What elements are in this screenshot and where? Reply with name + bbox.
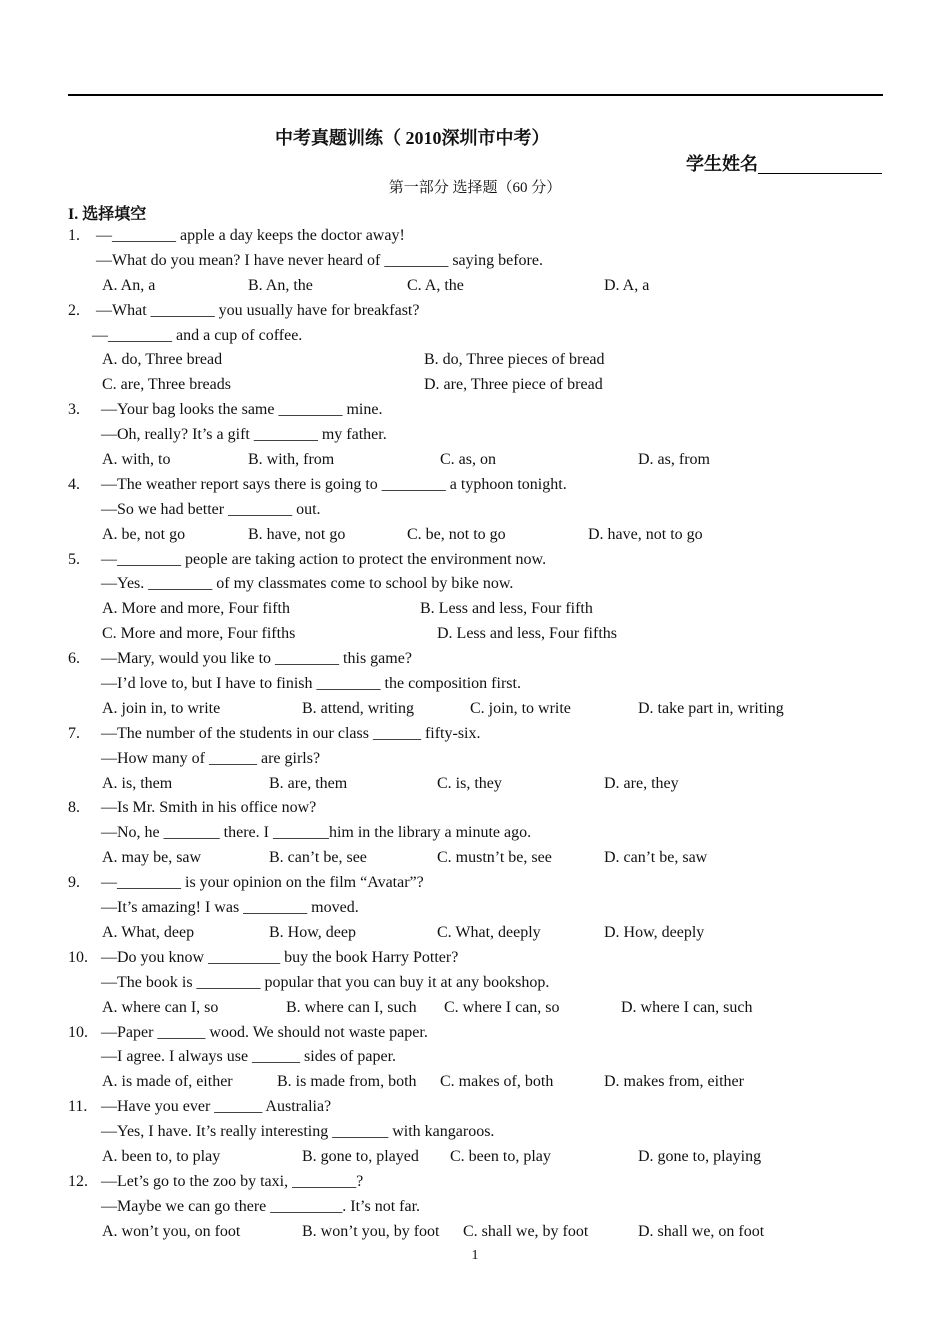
question-line: [0, 946, 950, 971]
question-line: [0, 1120, 950, 1145]
option-c: C. are, Three breads: [102, 376, 231, 394]
options-line: [0, 622, 950, 647]
option-d: D. are, Three piece of bread: [424, 376, 603, 394]
option-d: D. makes from, either: [604, 1073, 744, 1091]
option-b: B. is made from, both: [277, 1073, 417, 1091]
options-line: [0, 597, 950, 622]
option-b: B. have, not go: [248, 525, 346, 543]
question-line-1: —Have you ever ______ Australia?: [101, 1098, 332, 1116]
question-line: [0, 473, 950, 498]
option-d: D. where I can, such: [621, 998, 753, 1016]
option-b: B. Less and less, Four fifth: [420, 600, 593, 618]
question-line: [0, 896, 950, 921]
question-line: [0, 1170, 950, 1195]
question-line: [0, 971, 950, 996]
question-line-1: —The number of the students in our class ______ fifty-six.: [101, 724, 481, 742]
question-number: 8.: [68, 799, 80, 817]
option-d: D. are, they: [604, 774, 679, 792]
page-title: 中考真题训练（ 2010深圳市中考）: [275, 128, 550, 148]
student-name-blank: [758, 155, 882, 174]
option-b: B. are, them: [269, 774, 348, 792]
question-line: [0, 398, 950, 423]
question-line-2: —So we had better ________ out.: [101, 500, 321, 518]
option-c: C. A, the: [407, 276, 464, 294]
question-line-1: —Your bag looks the same ________ mine.: [101, 401, 383, 419]
question-line-2: —Maybe we can go there _________. It’s not far.: [101, 1197, 421, 1215]
question-number: 1.: [68, 227, 80, 244]
question-line-1: —Do you know _________ buy the book Harry Potter?: [101, 948, 459, 966]
option-c: C. where I can, so: [444, 998, 560, 1016]
question-line-2: —________ and a cup of coffee.: [92, 326, 303, 344]
option-a: A. with, to: [102, 451, 171, 469]
options-line: [0, 697, 950, 722]
options-line: [0, 1220, 950, 1245]
question-line-1: —What ________ you usually have for breakfast?: [96, 301, 420, 319]
question-number: 4.: [68, 475, 80, 493]
option-a: A. More and more, Four fifth: [102, 600, 290, 618]
option-d: D. take part in, writing: [638, 699, 784, 717]
option-d: D. as, from: [638, 451, 710, 469]
question-line-2: —Yes, I have. It’s really interesting _______ with kangaroos.: [101, 1123, 495, 1141]
question-number: 11.: [68, 1098, 88, 1116]
option-d: D. A, a: [604, 276, 650, 294]
option-c: C. be, not to go: [407, 525, 506, 543]
option-b: B. won’t you, by foot: [302, 1222, 440, 1240]
question-number: 2.: [68, 301, 80, 319]
option-c: C. What, deeply: [437, 923, 541, 941]
option-b: B. An, the: [248, 276, 313, 294]
options-line: [0, 523, 950, 548]
options-line: [0, 348, 950, 373]
question-line-2: —Yes. ________ of my classmates come to school by bike now.: [101, 575, 514, 593]
option-a: A. where can I, so: [102, 998, 219, 1016]
options-line: [0, 1145, 950, 1170]
question-line: [0, 224, 950, 249]
question-line-2: —It’s amazing! I was ________ moved.: [101, 899, 359, 917]
question-line-1: —Is Mr. Smith in his office now?: [101, 799, 317, 817]
question-list: [0, 224, 950, 1245]
question-line-1: —Mary, would you like to ________ this game?: [101, 650, 412, 668]
option-a: A. is, them: [102, 774, 173, 792]
option-a: A. do, Three bread: [102, 351, 223, 369]
section-heading: 第一部分 选择题（60 分）: [388, 180, 562, 196]
question-line-2: —I’d love to, but I have to finish ________ the composition first.: [101, 675, 521, 693]
question-line: [0, 672, 950, 697]
question-number: 6.: [68, 650, 80, 668]
question-line-2: —How many of ______ are girls?: [101, 749, 321, 767]
options-line: [0, 996, 950, 1021]
question-line: [0, 722, 950, 747]
option-b: B. do, Three pieces of bread: [424, 351, 605, 369]
option-a: A. won’t you, on foot: [102, 1222, 241, 1240]
option-c: C. as, on: [440, 451, 496, 469]
question-number: 9.: [68, 874, 80, 892]
option-b: B. attend, writing: [302, 699, 414, 717]
option-b: B. How, deep: [269, 923, 356, 941]
option-a: A. join in, to write: [102, 699, 221, 717]
header-rule: [68, 94, 883, 96]
options-line: [0, 274, 950, 299]
option-c: C. been to, play: [450, 1147, 551, 1165]
option-a: A. An, a: [102, 276, 156, 294]
options-line: [0, 921, 950, 946]
question-line-2: —What do you mean? I have never heard of ________ saying before.: [96, 251, 543, 269]
question-line: [0, 548, 950, 573]
option-d: D. shall we, on foot: [638, 1222, 765, 1240]
question-line-2: —I agree. I always use ______ sides of paper.: [101, 1048, 397, 1066]
option-a: A. is made of, either: [102, 1073, 233, 1091]
option-d: D. How, deeply: [604, 923, 705, 941]
option-b: B. where can I, such: [286, 998, 417, 1016]
option-d: D. gone to, playing: [638, 1147, 762, 1165]
question-number: 10.: [68, 948, 88, 966]
options-line: [0, 846, 950, 871]
question-line: [0, 1195, 950, 1220]
question-line: [0, 871, 950, 896]
student-name-label: 学生姓名: [686, 154, 758, 174]
option-d: D. Less and less, Four fifths: [437, 625, 617, 643]
option-c: C. shall we, by foot: [463, 1222, 589, 1240]
options-line: [0, 772, 950, 797]
options-line: [0, 448, 950, 473]
option-c: C. mustn’t be, see: [437, 849, 552, 867]
option-c: C. makes of, both: [440, 1073, 554, 1091]
question-number: 12.: [68, 1172, 88, 1190]
question-line-2: —No, he _______ there. I _______him in the library a minute ago.: [101, 824, 532, 842]
options-line: [0, 1070, 950, 1095]
question-line: [0, 796, 950, 821]
part-heading: I. 选择填空: [68, 206, 147, 223]
question-number: 10.: [68, 1023, 88, 1041]
question-line-2: —The book is ________ popular that you can buy it at any bookshop.: [101, 973, 550, 991]
question-number: 7.: [68, 724, 80, 742]
question-line: [0, 572, 950, 597]
question-line-1: —________ is your opinion on the film “Avatar”?: [101, 874, 424, 892]
question-line-2: —Oh, really? It’s a gift ________ my father.: [101, 426, 387, 444]
question-line: [0, 1095, 950, 1120]
question-line: [0, 747, 950, 772]
question-line-1: —________ apple a day keeps the doctor away!: [96, 227, 405, 244]
question-line: [0, 249, 950, 274]
option-a: A. be, not go: [102, 525, 186, 543]
option-a: A. been to, to play: [102, 1147, 221, 1165]
option-b: B. with, from: [248, 451, 335, 469]
question-line: [0, 821, 950, 846]
question-line: [0, 498, 950, 523]
option-c: C. is, they: [437, 774, 502, 792]
question-line-1: —The weather report says there is going to ________ a typhoon tonight.: [101, 475, 567, 493]
option-a: A. may be, saw: [102, 849, 202, 867]
question-line: [0, 647, 950, 672]
question-line-1: —Let’s go to the zoo by taxi, ________?: [101, 1172, 364, 1190]
option-d: D. have, not to go: [588, 525, 703, 543]
option-c: C. More and more, Four fifths: [102, 625, 296, 643]
page-number: 1: [471, 1248, 479, 1263]
option-c: C. join, to write: [470, 699, 571, 717]
question-line: [0, 324, 950, 349]
options-line: [0, 373, 950, 398]
option-a: A. What, deep: [102, 923, 195, 941]
question-number: 3.: [68, 401, 80, 419]
student-name-field: [686, 150, 882, 176]
option-d: D. can’t be, saw: [604, 849, 708, 867]
question-line: [0, 423, 950, 448]
question-line-1: —________ people are taking action to protect the environment now.: [101, 550, 547, 568]
question-line-1: —Paper ______ wood. We should not waste paper.: [101, 1023, 428, 1041]
option-b: B. can’t be, see: [269, 849, 367, 867]
option-b: B. gone to, played: [302, 1147, 419, 1165]
question-number: 5.: [68, 550, 80, 568]
question-line: [0, 299, 950, 324]
question-line: [0, 1021, 950, 1046]
question-line: [0, 1045, 950, 1070]
